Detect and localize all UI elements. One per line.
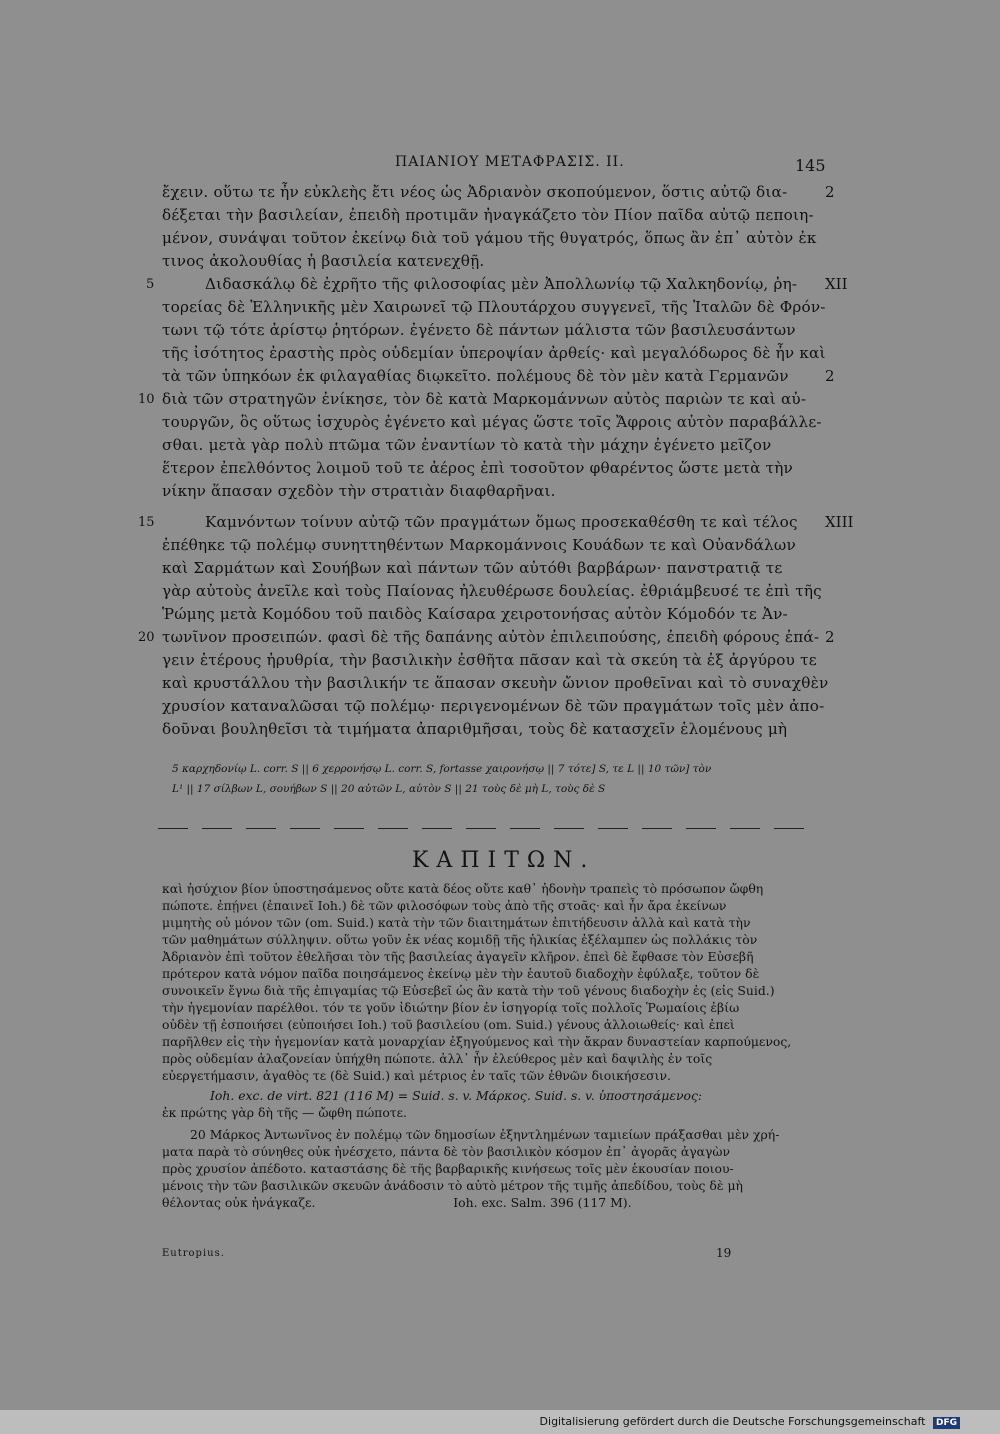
margin-number: XII [825, 275, 848, 293]
text-line: Καμνόντων τοίνυν αὐτῷ τῶν πραγμάτων ὅμως προσεκαθέσθη τε καὶ τέλος [205, 513, 798, 531]
line-number: 15 [138, 515, 155, 530]
source-citation: Ioh. exc. de virt. 821 (116 M) = Suid. s. v. Μάρκος. Suid. s. v. ὑποστησάμενος: [210, 1088, 703, 1103]
sub-text-line: ματα παρὰ τὸ σύνηθες οὐκ ἠνέσχετο, πάντα δὲ τὸν βασιλικὸν κόσμον ἐπ᾽ ἀγορᾶς ἀγαγὼν [162, 1144, 731, 1159]
text-line: διὰ τῶν στρατηγῶν ἐνίκησε, τὸν δὲ κατὰ Μαρκομάννων αὐτὸς παριὼν τε καὶ αὐ- [162, 390, 807, 408]
sub-text-line: μένοις τὴν τῶν βασιλικῶν σκευῶν ἀνάδοσιν τὸ αὐτὸ μέτρον τῆς τιμῆς ἀπεδίδου, τοὺς δὲ μὴ [162, 1178, 743, 1193]
text-line: γειν ἑτέρους ἠρυθρία, τὴν βασιλικὴν ἐσθῆτα πᾶσαν καὶ τὰ σκεύη τὰ ἐξ ἀργύρου τε [162, 651, 817, 669]
page-number: 145 [795, 156, 826, 175]
running-title: ΠΑΙΑΝΙΟΥ ΜΕΤΑΦΡΑΣΙΣ. II. [395, 154, 625, 170]
line-number: 10 [138, 392, 155, 407]
sub-text-line: παρῆλθεν εἰς τὴν ἡγεμονίαν κατὰ μοναρχίαν ἐξηγούμενος καὶ τὴν ἄκραν δυναστείαν καρπούμενος, [162, 1034, 792, 1049]
sub-text-line: πρὸς οὐδεμίαν ἀλαζονείαν ὑπήχθη πώποτε. ἀλλ᾽ ἦν ἐλεύθερος μὲν καὶ δαψιλὴς ἐν τοῖς [162, 1051, 713, 1066]
text-line: καὶ κρυστάλλου τὴν βασιλικήν τε ἅπασαν σκευὴν ὤνιον προθεῖναι καὶ τὸ συναχθὲν [162, 674, 829, 692]
text-line: γὰρ αὐτοὺς ἀνεῖλε καὶ τοὺς Παίονας ἠλευθέρωσε δουλείας. ἐθριάμβευσέ τε ἐπὶ τῆς [162, 582, 822, 600]
sub-text-line: τῶν μαθημάτων σύλληψιν. οὕτω γοῦν ἐκ νέας κομιδῇ τῆς ἡλικίας ἐξέλαμπεν ὡς πολλάκις τὸν [162, 932, 758, 947]
section-divider [158, 828, 818, 829]
sub-text-line: θέλοντας οὐκ ἠνάγκαζε. Ioh. exc. Salm. 396 (117 M). [162, 1195, 632, 1210]
margin-number: XIII [825, 513, 854, 531]
sheet-number: 19 [716, 1246, 732, 1260]
sub-text-line: μιμητὴς οὐ μόνον τῶν (om. Suid.) κατὰ τὴν τῶν διαιτημάτων ἐπιτήδευσιν ἀλλὰ καὶ κατὰ τὴν [162, 915, 751, 930]
text-line: σθαι. μετὰ γὰρ πολὺ πτῶμα τῶν ἐναντίων τὸ κατὰ τὴν μάχην ἐγένετο μεῖζον [162, 436, 772, 454]
text-line: δοῦναι βουληθεῖσι τὰ τιμήματα ἀπαριθμῆσαι, τοὺς δὲ κατασχεῖν ἑλομένους μὴ [162, 720, 788, 738]
text-line: τωνῖνον προσειπών. φασὶ δὲ τῆς δαπάνης αὐτὸν ἐπιλειπούσης, ἐπειδὴ φόρους ἐπά- [162, 628, 820, 646]
apparatus-line: L¹ || 17 σίλβων L, σουήβων S || 20 αὐτῶν L, αὐτὸν S || 21 τοὺς δὲ μὴ L, τοὺς δὲ S [172, 783, 606, 795]
line-number: 20 [138, 630, 155, 645]
text-line: χρυσίον καταναλῶσαι τῷ πολέμῳ· περιγενομένων δὲ τῶν πραγμάτων τοῖς μὲν ἀπο- [162, 697, 825, 715]
credit-text: Digitalisierung gefördert durch die Deutsche Forschungsgemeinschaft [539, 1415, 926, 1428]
sub-text-line: καὶ ἡσύχιον βίον ὑποστησάμενος οὔτε κατὰ δέος οὔτε καθ᾽ ἡδονὴν τραπεὶς τὸ πρόσωπον ὤφθη [162, 881, 764, 896]
sub-text-line: εὐεργετήμασιν, ἀγαθὸς τε (δὲ Suid.) καὶ μέτριος ἐν ταῖς τῶν ἐθνῶν διοικήσεσιν. [162, 1068, 671, 1083]
sub-text-line: πρότερον κατὰ νόμον παῖδα ποιησάμενος ἐκείνῳ μὲν τὴν ἑαυτοῦ διαδοχὴν ἐφύλαξε, τοῦτον δὲ [162, 966, 760, 981]
sub-text-line: οὐδὲν τῇ ἐσποιήσει (εὐποιήσει Ioh.) τοῦ βασιλείου (om. Suid.) γένους ἀλλοιωθείς· καὶ ἐπεὶ [162, 1017, 735, 1032]
margin-number: 2 [825, 183, 835, 201]
sub-text-line: πώποτε. ἐπῄνει (ἐπαινεῖ Ioh.) δὲ τῶν φιλοσόφων τοὺς ἀπὸ τῆς στοᾶς· καὶ ἦν ἄρα ἐκείνων [162, 898, 727, 913]
text-line: νίκην ἅπασαν σχεδὸν τὴν στρατιὰν διαφθαρῆναι. [162, 482, 556, 500]
sub-text-line: Ἀδριανὸν ἐπὶ τοῦτον ἐθελῆσαι τὸν τῆς βασιλείας ἀγαγεῖν κλῆρον. ἐπεὶ δὲ ἔφθασε τὸν Εὐσεβῆ [162, 949, 754, 964]
margin-number: 2 [825, 628, 835, 646]
line-number: 5 [146, 277, 155, 292]
text-line: καὶ Σαρμάτων καὶ Σουήβων καὶ πάντων τῶν αὐτόθι βαρβάρων· πανστρατιᾷ τε [162, 559, 783, 577]
text-line: τὰ τῶν ὑπηκόων ἐκ φιλαγαθίας διῳκεῖτο. πολέμους δὲ τὸν μὲν κατὰ Γερμανῶν [162, 367, 789, 385]
sub-text-line: ἐκ πρώτης γὰρ δὴ τῆς — ὤφθη πώποτε. [162, 1105, 407, 1120]
text-line: τινος ἀκολουθίας ἡ βασιλεία κατενεχθῇ. [162, 252, 485, 270]
text-line: τουργῶν, ὃς οὕτως ἰσχυρὸς ἐγένετο καὶ μέγας ὥστε τοῖς Ἄφροις αὐτὸν παραβάλλε- [162, 413, 822, 431]
text-line: ἔχειν. οὕτω τε ἦν εὐκλεὴς ἔτι νέος ὡς Ἀδριανὸν σκοπούμενον, ὅστις αὐτῷ δια- [162, 183, 788, 201]
sub-text-line: συνοικεῖν ἔγνω διὰ τῆς ἐπιγαμίας τῷ Εὐσεβεῖ ὡς ἂν κατὰ τὴν τοῦ γένους διαδοχὴν ἐς (εἰς Suid.) [162, 983, 775, 998]
sub-text-line: πρὸς χρυσίον ἀπέδοτο. καταστάσης δὲ τῆς βαρβαρικῆς κινήσεως τοῖς μὲν ἑκουσίαν ποιου- [162, 1161, 734, 1176]
signature-mark: Eutropius. [162, 1248, 225, 1259]
text-line: μένον, συνάψαι τοῦτον ἐκείνῳ διὰ τοῦ γάμου τῆς θυγατρός, ὅπως ἂν ἐπ᾽ αὐτὸν ἐκ [162, 229, 817, 247]
dfg-logo: DFG [933, 1417, 960, 1429]
digitization-credit [540, 1415, 960, 1429]
text-line: δέξεται τὴν βασιλείαν, ἐπειδὴ προτιμᾶν ἠναγκάζετο τὸν Πίον παῖδα αὐτῷ πεποιη- [162, 206, 814, 224]
sub-text-line: τὴν ἡγεμονίαν παρέλθοι. τόν τε γοῦν ἰδιώτην βίον ἐν ἰσηγορίᾳ τοῖς πολλοῖς Ῥωμαίοις ἐβίω [162, 1000, 740, 1015]
margin-number: 2 [825, 367, 835, 385]
text-line: Ῥώμης μετὰ Κομόδου τοῦ παιδὸς Καίσαρα χειροτονήσας αὐτὸν Κόμοδόν τε Ἀν- [162, 605, 788, 623]
text-line: τωνι τῷ τότε ἀρίστῳ ῥητόρων. ἐγένετο δὲ πάντων μάλιστα τῶν βασιλευσάντων [162, 321, 796, 339]
text-line: ἐπέθηκε τῷ πολέμῳ συνηττηθέντων Μαρκομάννοις Κουάδων τε καὶ Οὐανδάλων [162, 536, 796, 554]
sub-text-line: 20 Μάρκος Ἀντωνῖνος ἐν πολέμῳ τῶν δημοσίων ἐξηντλημένων ταμιείων πράξασθαι μὲν χρή- [190, 1127, 780, 1142]
text-line: Διδασκάλῳ δὲ ἐχρῆτο τῆς φιλοσοφίας μὲν Ἀπολλωνίῳ τῷ Χαλκηδονίῳ, ῥη- [205, 275, 798, 293]
text-line: τορείας δὲ Ἑλληνικῆς μὲν Χαιρωνεῖ τῷ Πλουτάρχου συγγενεῖ, τῆς Ἰταλῶν δὲ Φρόν- [162, 298, 826, 316]
apparatus-line: 5 καρχηδονίῳ L. corr. S || 6 χερρονήσῳ L. corr. S, fortasse χαιρονήσῳ || 7 τότε] S, τε L || 10 τῶν] τὸν [172, 763, 712, 775]
text-line: τῆς ἰσότητος ἐραστὴς πρὸς οὐδεμίαν ὑπεροψίαν ἀρθείς· καὶ μεγαλόδωρος δὲ ἦν καὶ [162, 344, 826, 362]
section-title: ΚΑΠΙΤΩΝ. [412, 848, 596, 873]
text-line: ἕτερον ἐπελθόντος λοιμοῦ τοῦ τε ἀέρος ἐπὶ τοσοῦτον φθαρέντος ὥστε μετὰ τὴν [162, 459, 793, 477]
